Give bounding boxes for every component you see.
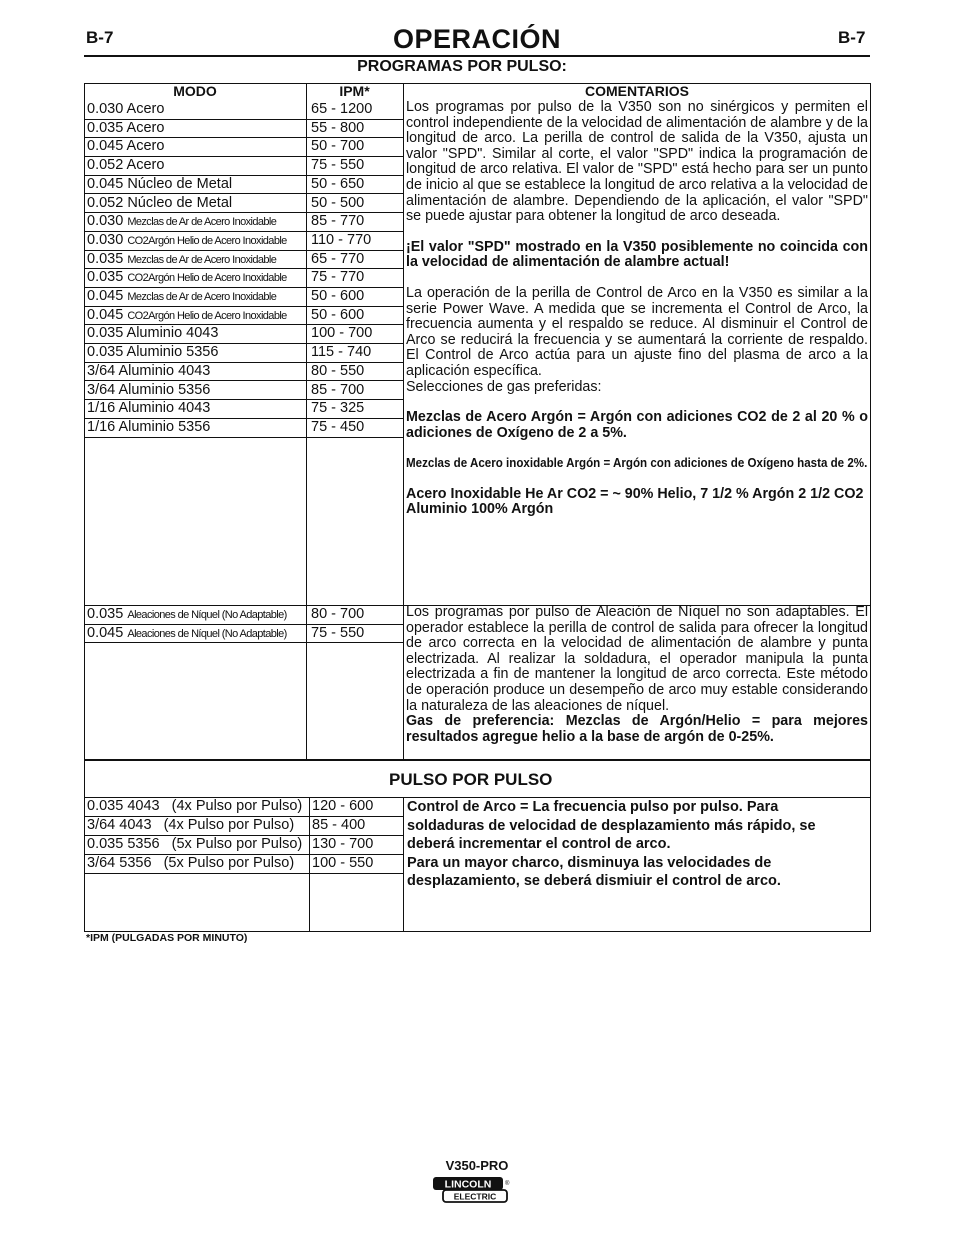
- wire-size: 1/16: [87, 418, 116, 435]
- comment-nickel-gas: Gas de preferencia: Mezclas de Argón/Helio = para mejores resultados agregue helio a la base de argón de 0-25%.: [406, 713, 868, 745]
- ipm-cell: 50 - 500: [311, 194, 365, 211]
- mode-cell: [87, 287, 276, 306]
- mode-cell: [87, 306, 287, 325]
- program-row: [84, 137, 403, 157]
- comment-nickel: Los programas por pulso de Aleación de Níquel no son adaptables. El operador establece la perilla de control de salida para ofrecer la longitud de arco correcta en la velocidad de alimentación de alambre y punta electrizada. Al realizar la soldadura, el operador manipula la punta electrizada a fin de mantener la longitud de arco correcta. Este método de operación produce un desempeño de arco muy estable considerando la naturaleza de las aleaciones de níquel.: [406, 604, 868, 714]
- ipm-cell: 130 - 700: [312, 836, 374, 852]
- ipm-cell: 110 - 770: [311, 231, 372, 248]
- ipm-cell: 75 - 550: [311, 157, 365, 174]
- mode-description: Núcleo de Metal: [127, 175, 233, 192]
- lincoln-electric-logo: [432, 1176, 510, 1204]
- ipm-cell: 50 - 600: [311, 306, 365, 323]
- ipm-footnote: *IPM (PULGADAS POR MINUTO): [86, 932, 248, 944]
- ipm-cell: 80 - 550: [311, 362, 365, 379]
- mode-cell: [87, 175, 232, 193]
- mode-cell: [87, 231, 287, 250]
- wire-size: 0.030: [87, 213, 124, 230]
- ipm-cell: 115 - 740: [311, 344, 372, 361]
- mode-cell: [87, 362, 210, 380]
- program-row: [84, 399, 403, 419]
- comment-gas-he-ar: Acero Inoxidable He Ar CO2 = ~ 90% Helio, 7 1/2 % Argón 2 1/2 CO2: [406, 485, 864, 502]
- mode-cell: [87, 343, 218, 361]
- mode-cell: [87, 605, 287, 624]
- logo-text-top: LINCOLN: [444, 1178, 492, 1191]
- wire-size: 0.052: [87, 157, 124, 174]
- mode-description: CO2Argón Helio de Acero Inoxidable: [127, 272, 287, 285]
- wire-size: 0.052: [87, 194, 124, 211]
- column-header-ipm: IPM*: [339, 83, 370, 99]
- section-subtitle: PROGRAMAS POR PULSO:: [357, 58, 567, 75]
- program-row: [84, 175, 403, 195]
- mode-description: Acero: [126, 138, 165, 155]
- mode-description: Aluminio 4043: [118, 362, 211, 379]
- ipm-cell: 55 - 800: [311, 119, 365, 136]
- mode-cell: [87, 156, 164, 174]
- wire-size: 0.035: [87, 606, 124, 622]
- mode-cell: [87, 250, 276, 269]
- comments-block: [406, 100, 868, 518]
- pulse-divider-ipm: [403, 797, 404, 932]
- comment-gas-heading: Selecciones de gas preferidas:: [406, 378, 602, 395]
- program-row: [84, 306, 403, 326]
- wire-size: 0.045: [87, 624, 124, 641]
- program-row: [84, 194, 403, 214]
- logo-registered-mark: ®: [505, 1181, 510, 1187]
- pulse-comment-arc: Control de Arco = La frecuencia pulso por pulso. Para soldaduras de velocidad de desplazamiento más rápido, se deberá incrementar el control de arco.: [407, 799, 816, 852]
- pulse-comment-puddle: Para un mayor charco, disminuya las velocidades de desplazamiento, se deberá dismiuir el control de arco.: [407, 854, 781, 889]
- pulse-row: [84, 816, 403, 836]
- pulse-section-title: PULSO POR PULSO: [389, 770, 553, 789]
- wire-size: 0.035: [87, 269, 124, 286]
- mode-description: CO2Argón Helio de Acero Inoxidable: [127, 234, 287, 247]
- program-row: [84, 343, 403, 363]
- nickel-comments-block: [406, 605, 868, 745]
- program-row: [84, 381, 403, 401]
- comment-spd-warning: ¡El valor "SPD" mostrado en la V350 posiblemente no coincida con la velocidad de alimentación de alambre actual!: [406, 238, 868, 271]
- mode-cell: [87, 194, 232, 212]
- mode-description: CO2Argón Helio de Acero Inoxidable: [127, 309, 287, 322]
- mode-description: Núcleo de Metal: [127, 194, 233, 211]
- mode-description: Mezclas de Ar de Acero Inoxidable: [127, 216, 277, 229]
- wire-size: 3/64: [87, 381, 116, 398]
- wire-size: 0.035: [87, 325, 124, 342]
- mode-description: Aluminio 5356: [118, 381, 211, 398]
- mode-cell: [87, 399, 210, 417]
- mode-cell: [87, 137, 164, 155]
- ipm-cell: 120 - 600: [312, 798, 374, 814]
- ipm-cell: 85 - 400: [312, 817, 366, 833]
- nickel-row: [84, 605, 403, 625]
- page-number-right: B-7: [838, 28, 866, 47]
- ipm-cell: 75 - 770: [311, 269, 365, 286]
- wire-size: 0.045: [87, 175, 124, 192]
- wire-size: 0.030: [87, 101, 124, 117]
- column-header-modo: MODO: [173, 83, 217, 99]
- mode-description: Acero: [126, 157, 165, 174]
- ipm-cell: 85 - 770: [311, 213, 365, 230]
- pulse-row: [84, 797, 403, 817]
- pulse-comments-block: [407, 798, 847, 891]
- ipm-cell: 50 - 650: [311, 175, 365, 192]
- mode-cell: [87, 418, 210, 436]
- header-rule: [84, 55, 870, 57]
- wire-size: 0.045: [87, 288, 124, 304]
- ipm-cell: 50 - 700: [311, 138, 365, 155]
- ipm-cell: 75 - 450: [311, 418, 365, 435]
- wire-size: 0.045: [87, 306, 124, 323]
- wire-size: 0.035: [87, 344, 124, 361]
- page-title: OPERACIÓN: [392, 24, 562, 54]
- ipm-cell: 85 - 700: [311, 381, 365, 398]
- ipm-cell: 65 - 1200: [311, 101, 373, 117]
- program-row: [84, 287, 403, 307]
- mode-description: Aleaciones de Níquel (No Adaptable): [127, 627, 287, 640]
- program-row: [84, 250, 403, 270]
- mode-cell: [87, 100, 164, 118]
- ipm-cell: 50 - 600: [311, 288, 365, 304]
- program-row: [84, 324, 403, 344]
- nickel-row: [84, 624, 403, 644]
- wire-size: 1/16: [87, 400, 116, 417]
- program-row: [84, 156, 403, 176]
- ipm-cell: 80 - 700: [311, 606, 365, 622]
- wire-size: 0.030: [87, 231, 124, 248]
- program-row: [84, 362, 403, 382]
- comment-gas-aluminum: Aluminio 100% Argón: [406, 501, 554, 518]
- mode-cell: [87, 381, 210, 399]
- mode-cell: 3/64 4043 (4x Pulso por Pulso): [87, 817, 295, 833]
- ipm-cell: 100 - 700: [311, 325, 373, 342]
- ipm-cell: 75 - 550: [311, 624, 365, 641]
- mode-description: Aluminio 4043: [126, 325, 219, 342]
- comment-gas-stainless: Mezclas de Acero inoxidable Argón = Argón con adiciones de Oxígeno hasta de 2%.: [406, 456, 868, 471]
- ipm-cell: 65 - 770: [311, 250, 365, 267]
- program-row: [84, 268, 403, 288]
- mode-description: Mezclas de Ar de Acero Inoxidable: [127, 253, 277, 266]
- program-row: [84, 212, 403, 232]
- wire-size: 0.035: [87, 250, 124, 267]
- mode-cell: 3/64 5356 (5x Pulso por Pulso): [87, 855, 295, 871]
- program-row: [84, 100, 403, 120]
- wire-size: 0.045: [87, 138, 124, 155]
- comment-intro: Los programas por pulso de la V350 son no sinérgicos y permiten el control independiente de la velocidad de alimentación de alambre y de la longitud de arco. La perilla de control de salida de la V350, ajusta un valor "SPD". Similar al corte, el valor "SPD" indica la programación de longitud de arco relativa. El valor de "SPD" está hecho para ser un punto de inicio al que se establece la longitud de arco relativa a la velocidad de alimentación de alambre. Dependiendo de la aplicación, el valor "SPD" se puede ajustar para obtener la longitud de arco deseada.: [406, 99, 868, 225]
- mode-cell: [87, 324, 218, 342]
- mode-description: Mezclas de Ar de Acero Inoxidable: [127, 291, 277, 303]
- mode-description: Aluminio 4043: [118, 400, 211, 417]
- wire-size: 3/64: [87, 362, 116, 379]
- mode-cell: 0.035 5356 (5x Pulso por Pulso): [87, 836, 303, 852]
- ipm-cell: 75 - 325: [311, 400, 365, 417]
- logo-text-bottom: ELECTRIC: [453, 1191, 497, 1202]
- mode-description: Aluminio 5356: [118, 418, 211, 435]
- pulse-row: [84, 854, 403, 874]
- ipm-cell: 100 - 550: [312, 855, 374, 871]
- mode-description: Aleaciones de Níquel (No Adaptable): [127, 609, 287, 621]
- mode-description: Aluminio 5356: [126, 344, 219, 361]
- pulse-row: [84, 835, 403, 855]
- mode-description: Acero: [126, 101, 165, 117]
- mode-description: Acero: [126, 119, 165, 136]
- page-number-left: B-7: [86, 28, 114, 47]
- mode-cell: [87, 212, 276, 231]
- comment-arc-control: La operación de la perilla de Control de Arco en la V350 es similar a la serie Power Wave. A medida que se incrementa el Control de Arco, la frecuencia aumenta y el respaldo se reduce. Al disminuir el Control de Arco se reducirá la frecuencia y se aumentará la corriente de respaldo. El Control de Arco actúa para un ajuste fino del plasma de arco a la aplicación específica.: [406, 284, 868, 379]
- mode-cell: [87, 624, 287, 643]
- program-row: [84, 418, 403, 438]
- program-row: [84, 119, 403, 139]
- mode-cell: [87, 268, 287, 287]
- wire-size: 0.035: [87, 119, 124, 136]
- column-header-comentarios: COMENTARIOS: [585, 83, 689, 99]
- mode-cell: 0.035 4043 (4x Pulso por Pulso): [87, 798, 303, 814]
- table-divider-ipm: [403, 83, 404, 760]
- mode-cell: [87, 119, 164, 137]
- model-name: V350-PRO: [445, 1158, 509, 1173]
- comment-gas-steel: Mezclas de Acero Argón = Argón con adiciones CO2 de 2 al 20 % o adiciones de Oxígeno de 2 a 5%.: [406, 409, 868, 441]
- program-row: [84, 231, 403, 251]
